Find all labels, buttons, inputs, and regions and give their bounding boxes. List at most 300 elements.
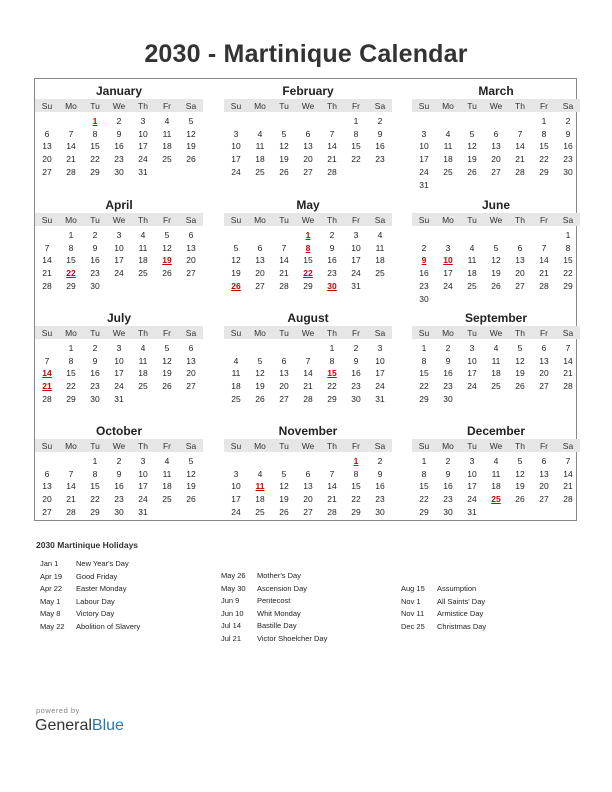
- day-cell: 16: [375, 141, 385, 152]
- day-cell: 12: [515, 468, 525, 479]
- day-cell: 28: [42, 280, 52, 291]
- weekday-label: Sa: [562, 328, 574, 338]
- weekday-label: Su: [418, 215, 430, 225]
- day-cell: 4: [140, 230, 146, 240]
- day-cell: 27: [186, 381, 196, 392]
- holiday-date: Nov 1: [401, 596, 421, 606]
- holiday-date: Jul 21: [221, 633, 242, 643]
- day-cell: 14: [563, 468, 573, 479]
- day-cell: 16: [375, 481, 385, 492]
- weekday-label: Su: [418, 441, 430, 451]
- month-name: December: [466, 424, 526, 438]
- weekday-label: Mo: [442, 101, 454, 111]
- weekday-label: Sa: [562, 441, 574, 451]
- holiday-name: Mother's Day: [257, 571, 301, 580]
- day-cell: 2: [116, 116, 122, 126]
- day-cell: 27: [303, 506, 313, 517]
- weekday-label: Fr: [539, 328, 549, 338]
- holiday-name: Assumption: [437, 584, 477, 593]
- day-cell: 12: [515, 355, 525, 366]
- day-cell: 15: [90, 481, 100, 492]
- weekday-label: Th: [138, 328, 148, 338]
- day-cell: 10: [351, 242, 361, 253]
- holiday-date: Jun 9: [221, 596, 240, 605]
- day-cell: 7: [329, 128, 335, 139]
- weekday-label: Th: [138, 101, 148, 111]
- day-cell: 23: [443, 381, 453, 392]
- day-cell: 1: [353, 116, 359, 126]
- day-cell: 26: [279, 506, 289, 517]
- day-cell: 29: [66, 280, 76, 291]
- day-cell: 11: [467, 255, 477, 266]
- day-cell: 20: [279, 381, 289, 392]
- day-cell: 5: [469, 128, 475, 139]
- day-cell: 10: [467, 468, 477, 479]
- day-cell: 11: [491, 468, 501, 479]
- day-cell: 2: [565, 116, 571, 126]
- weekday-label: Su: [230, 328, 242, 338]
- holiday-name: Easter Monday: [76, 584, 127, 593]
- day-cell: 15: [66, 368, 76, 379]
- holiday-name: Victor Shoelcher Day: [257, 633, 328, 643]
- weekday-label: Th: [515, 441, 525, 451]
- weekday-label: Mo: [254, 215, 266, 225]
- day-cell: 4: [257, 128, 263, 139]
- day-cell: 1: [92, 456, 98, 466]
- weekday-header: [35, 99, 203, 112]
- day-cell: 28: [539, 280, 549, 291]
- holiday-name: Good Friday: [76, 571, 118, 581]
- day-cell: 21: [327, 494, 337, 505]
- day-cell: 16: [443, 481, 453, 492]
- day-cell: 17: [138, 481, 148, 492]
- day-cell: 23: [114, 154, 124, 165]
- weekday-label: Tu: [467, 215, 477, 225]
- day-cell: 3: [140, 116, 146, 126]
- day-cell: 22: [66, 381, 76, 392]
- day-cell: 26: [515, 494, 525, 505]
- weekday-label: Tu: [279, 441, 289, 451]
- day-cell: 8: [421, 468, 427, 479]
- weekday-label: Su: [41, 101, 53, 111]
- day-cell: 25: [255, 506, 265, 517]
- day-cell: 10: [231, 481, 241, 492]
- month-name: March: [478, 84, 514, 98]
- day-cell: 29: [419, 393, 429, 404]
- day-cell: 17: [231, 154, 241, 165]
- day-cell: 19: [491, 268, 501, 279]
- day-cell: 11: [138, 355, 148, 366]
- weekday-label: Th: [138, 441, 148, 451]
- month-june: [412, 194, 580, 304]
- day-cell: 4: [493, 456, 499, 466]
- day-cell: 26: [186, 154, 196, 165]
- day-cell: 28: [327, 506, 337, 517]
- day-cell: 28: [563, 381, 573, 392]
- day-cell: 13: [539, 355, 549, 366]
- month-name: August: [287, 311, 329, 325]
- weekday-label: Fr: [351, 101, 361, 111]
- holiday-date: Apr 22: [40, 584, 63, 593]
- month-july: [35, 307, 203, 417]
- day-cell: 26: [186, 494, 196, 505]
- day-cell: 31: [419, 179, 429, 190]
- day-cell: 25: [375, 268, 385, 279]
- day-cell: 23: [90, 381, 100, 392]
- day-cell: 1: [68, 230, 74, 240]
- day-cell: 7: [565, 456, 571, 466]
- weekday-label: Su: [418, 328, 430, 338]
- holiday-date: May 22: [40, 621, 65, 631]
- day-cell: 30: [90, 393, 100, 404]
- day-cell: 14: [279, 255, 289, 266]
- weekday-label: We: [112, 101, 126, 111]
- day-cell: 27: [303, 166, 313, 177]
- day-cell: 24: [138, 494, 148, 505]
- day-cell: 20: [515, 268, 525, 279]
- weekday-label: Mo: [65, 328, 77, 338]
- day-cell: 13: [539, 468, 549, 479]
- day-cell: 22: [90, 154, 100, 165]
- day-cell: 7: [68, 128, 74, 139]
- weekday-label: Tu: [279, 328, 289, 338]
- day-cell: 28: [327, 166, 337, 177]
- day-cell: 27: [539, 381, 549, 392]
- month-may: [224, 194, 392, 304]
- day-cell: 30: [375, 506, 385, 517]
- weekday-label: Tu: [467, 101, 477, 111]
- day-cell: 19: [515, 368, 525, 379]
- day-cell: 9: [329, 242, 335, 253]
- day-cell: 8: [92, 468, 98, 479]
- day-cell: 17: [114, 255, 124, 266]
- month-february: [224, 80, 392, 190]
- holiday-day-cell: 26: [231, 280, 241, 291]
- holiday-name: Whit Monday: [257, 608, 301, 618]
- day-cell: 16: [90, 368, 100, 379]
- day-cell: 15: [539, 141, 549, 152]
- day-cell: 9: [445, 468, 451, 479]
- day-cell: 23: [90, 268, 100, 279]
- day-cell: 2: [353, 343, 359, 353]
- day-cell: 24: [351, 268, 361, 279]
- month-name: February: [282, 84, 334, 98]
- weekday-label: Sa: [374, 328, 386, 338]
- day-cell: 1: [329, 343, 335, 353]
- holiday-name: Ascension Day: [257, 583, 308, 593]
- day-cell: 17: [375, 368, 385, 379]
- day-cell: 22: [563, 268, 573, 279]
- day-cell: 10: [114, 242, 124, 253]
- month-name: July: [106, 311, 131, 325]
- generalblue-logo[interactable]: [35, 717, 124, 735]
- day-cell: 11: [138, 242, 148, 253]
- day-cell: 6: [44, 468, 50, 479]
- day-cell: 3: [421, 128, 427, 139]
- weekday-label: Mo: [254, 328, 266, 338]
- weekday-label: We: [301, 101, 315, 111]
- month-march: [412, 80, 580, 190]
- day-cell: 8: [565, 242, 571, 253]
- weekday-label: Tu: [90, 215, 100, 225]
- day-cell: 17: [231, 494, 241, 505]
- day-cell: 4: [377, 230, 383, 240]
- day-cell: 3: [233, 468, 239, 479]
- day-cell: 24: [231, 506, 241, 517]
- holiday-name: Armistice Day: [437, 609, 484, 618]
- day-cell: 16: [419, 268, 429, 279]
- day-cell: 13: [303, 481, 313, 492]
- weekday-label: We: [112, 328, 126, 338]
- day-cell: 13: [255, 255, 265, 266]
- day-cell: 20: [539, 481, 549, 492]
- day-cell: 24: [443, 280, 453, 291]
- weekday-header: [224, 439, 392, 452]
- day-cell: 28: [303, 393, 313, 404]
- day-cell: 22: [419, 494, 429, 505]
- weekday-header: [412, 99, 580, 112]
- day-cell: 16: [114, 141, 124, 152]
- month-august: [224, 307, 392, 417]
- day-cell: 3: [377, 343, 383, 353]
- day-cell: 28: [563, 494, 573, 505]
- holiday-day-cell: 15: [327, 368, 337, 379]
- day-cell: 21: [66, 154, 76, 165]
- weekday-label: Th: [327, 328, 337, 338]
- weekday-header: [224, 326, 392, 339]
- day-cell: 22: [351, 154, 361, 165]
- page-title: 2030 - Martinique Calendar: [144, 40, 468, 68]
- weekday-label: Th: [515, 215, 525, 225]
- weekday-label: Sa: [185, 101, 197, 111]
- day-cell: 12: [186, 128, 196, 139]
- day-cell: 16: [351, 368, 361, 379]
- weekday-label: Mo: [65, 441, 77, 451]
- day-cell: 15: [419, 481, 429, 492]
- month-december: [412, 420, 580, 530]
- weekday-label: Mo: [442, 215, 454, 225]
- weekday-header: [35, 213, 203, 226]
- weekday-label: We: [489, 215, 503, 225]
- holiday-day-cell: 14: [42, 368, 52, 379]
- day-cell: 1: [565, 230, 571, 240]
- brand-general: General: [35, 717, 92, 734]
- day-cell: 6: [281, 355, 287, 366]
- day-cell: 30: [114, 166, 124, 177]
- day-cell: 14: [66, 141, 76, 152]
- weekday-label: Tu: [90, 101, 100, 111]
- weekday-label: We: [301, 328, 315, 338]
- day-cell: 27: [539, 494, 549, 505]
- day-cell: 6: [493, 128, 499, 139]
- day-cell: 29: [351, 506, 361, 517]
- day-cell: 16: [443, 368, 453, 379]
- month-name: September: [464, 311, 528, 325]
- day-cell: 14: [303, 368, 313, 379]
- day-cell: 22: [539, 154, 549, 165]
- day-cell: 12: [162, 242, 172, 253]
- day-cell: 6: [188, 230, 194, 240]
- day-cell: 19: [186, 481, 196, 492]
- day-cell: 18: [467, 268, 477, 279]
- day-cell: 13: [515, 255, 525, 266]
- weekday-label: Tu: [279, 101, 289, 111]
- day-cell: 21: [66, 494, 76, 505]
- day-cell: 23: [419, 280, 429, 291]
- day-cell: 8: [421, 355, 427, 366]
- day-cell: 8: [353, 468, 359, 479]
- day-cell: 23: [443, 494, 453, 505]
- day-cell: 5: [281, 468, 287, 479]
- day-cell: 17: [467, 368, 477, 379]
- month-november: [224, 420, 392, 530]
- day-cell: 15: [351, 481, 361, 492]
- day-cell: 16: [114, 481, 124, 492]
- day-cell: 12: [186, 468, 196, 479]
- day-cell: 15: [419, 368, 429, 379]
- weekday-label: Su: [41, 441, 53, 451]
- weekday-label: Fr: [539, 215, 549, 225]
- day-cell: 5: [517, 343, 523, 353]
- day-cell: 24: [419, 166, 429, 177]
- day-cell: 25: [255, 166, 265, 177]
- weekday-label: Fr: [539, 441, 549, 451]
- weekday-header: [224, 213, 392, 226]
- day-cell: 19: [279, 154, 289, 165]
- weekday-label: Mo: [442, 441, 454, 451]
- holiday-name: Victory Day: [76, 609, 115, 618]
- day-cell: 27: [255, 280, 265, 291]
- weekday-label: Tu: [90, 441, 100, 451]
- weekday-label: Tu: [90, 328, 100, 338]
- day-cell: 8: [68, 355, 74, 366]
- holiday-date: May 1: [40, 596, 61, 606]
- day-cell: 3: [233, 128, 239, 139]
- day-cell: 27: [515, 280, 525, 291]
- day-cell: 22: [327, 381, 337, 392]
- weekday-label: Su: [418, 101, 430, 111]
- day-cell: 29: [90, 166, 100, 177]
- day-cell: 27: [42, 166, 52, 177]
- day-cell: 6: [257, 242, 263, 253]
- day-cell: 29: [66, 393, 76, 404]
- day-cell: 28: [66, 506, 76, 517]
- day-cell: 18: [231, 381, 241, 392]
- day-cell: 26: [279, 166, 289, 177]
- day-cell: 22: [351, 494, 361, 505]
- day-cell: 18: [491, 368, 501, 379]
- weekday-label: Th: [327, 215, 337, 225]
- day-cell: 24: [231, 166, 241, 177]
- day-cell: 1: [421, 456, 427, 466]
- day-cell: 23: [351, 381, 361, 392]
- holiday-day-cell: 1: [92, 116, 98, 126]
- day-cell: 4: [164, 116, 170, 126]
- holiday-name: New Year's Day: [76, 559, 129, 568]
- holiday-name: Abolition of Slavery: [76, 621, 141, 631]
- day-cell: 29: [419, 506, 429, 517]
- day-cell: 20: [186, 255, 196, 266]
- day-cell: 17: [467, 481, 477, 492]
- weekday-label: Su: [41, 215, 53, 225]
- day-cell: 8: [68, 242, 74, 253]
- weekday-label: Tu: [467, 441, 477, 451]
- month-name: June: [481, 198, 510, 212]
- day-cell: 18: [491, 481, 501, 492]
- day-cell: 26: [491, 280, 501, 291]
- day-cell: 1: [541, 116, 547, 126]
- day-cell: 18: [255, 494, 265, 505]
- day-cell: 27: [42, 506, 52, 517]
- month-name: January: [95, 84, 143, 98]
- day-cell: 17: [351, 255, 361, 266]
- day-cell: 10: [138, 468, 148, 479]
- day-cell: 21: [303, 381, 313, 392]
- day-cell: 18: [162, 481, 172, 492]
- day-cell: 10: [114, 355, 124, 366]
- day-cell: 29: [90, 506, 100, 517]
- day-cell: 16: [327, 255, 337, 266]
- weekday-label: Th: [327, 101, 337, 111]
- weekday-label: Fr: [539, 101, 549, 111]
- day-cell: 15: [66, 255, 76, 266]
- weekday-label: Fr: [351, 441, 361, 451]
- day-cell: 5: [164, 343, 170, 353]
- day-cell: 31: [114, 393, 124, 404]
- day-cell: 19: [231, 268, 241, 279]
- day-cell: 12: [231, 255, 241, 266]
- weekday-header: [412, 213, 580, 226]
- day-cell: 6: [305, 468, 311, 479]
- day-cell: 29: [539, 166, 549, 177]
- holiday-date: Aug 15: [401, 584, 425, 593]
- day-cell: 26: [255, 393, 265, 404]
- day-cell: 23: [563, 154, 573, 165]
- day-cell: 9: [92, 242, 98, 253]
- day-cell: 3: [116, 343, 122, 353]
- weekday-label: We: [112, 441, 126, 451]
- day-cell: 17: [443, 268, 453, 279]
- day-cell: 25: [443, 166, 453, 177]
- weekday-header: [35, 439, 203, 452]
- day-cell: 21: [515, 154, 525, 165]
- day-cell: 25: [162, 494, 172, 505]
- day-cell: 29: [563, 280, 573, 291]
- day-cell: 28: [42, 393, 52, 404]
- holiday-date: Dec 25: [401, 621, 425, 631]
- day-cell: 13: [303, 141, 313, 152]
- day-cell: 20: [491, 154, 501, 165]
- weekday-header: [412, 439, 580, 452]
- weekday-label: Th: [138, 215, 148, 225]
- day-cell: 18: [443, 154, 453, 165]
- day-cell: 7: [44, 355, 50, 366]
- day-cell: 3: [140, 456, 146, 466]
- day-cell: 20: [42, 494, 52, 505]
- day-cell: 11: [491, 355, 501, 366]
- weekday-label: Fr: [162, 101, 172, 111]
- day-cell: 19: [515, 481, 525, 492]
- day-cell: 1: [68, 343, 74, 353]
- day-cell: 9: [445, 355, 451, 366]
- day-cell: 12: [255, 368, 265, 379]
- day-cell: 28: [515, 166, 525, 177]
- day-cell: 6: [541, 343, 547, 353]
- day-cell: 4: [445, 128, 451, 139]
- day-cell: 31: [467, 506, 477, 517]
- day-cell: 8: [92, 128, 98, 139]
- holiday-day-cell: 8: [305, 242, 311, 253]
